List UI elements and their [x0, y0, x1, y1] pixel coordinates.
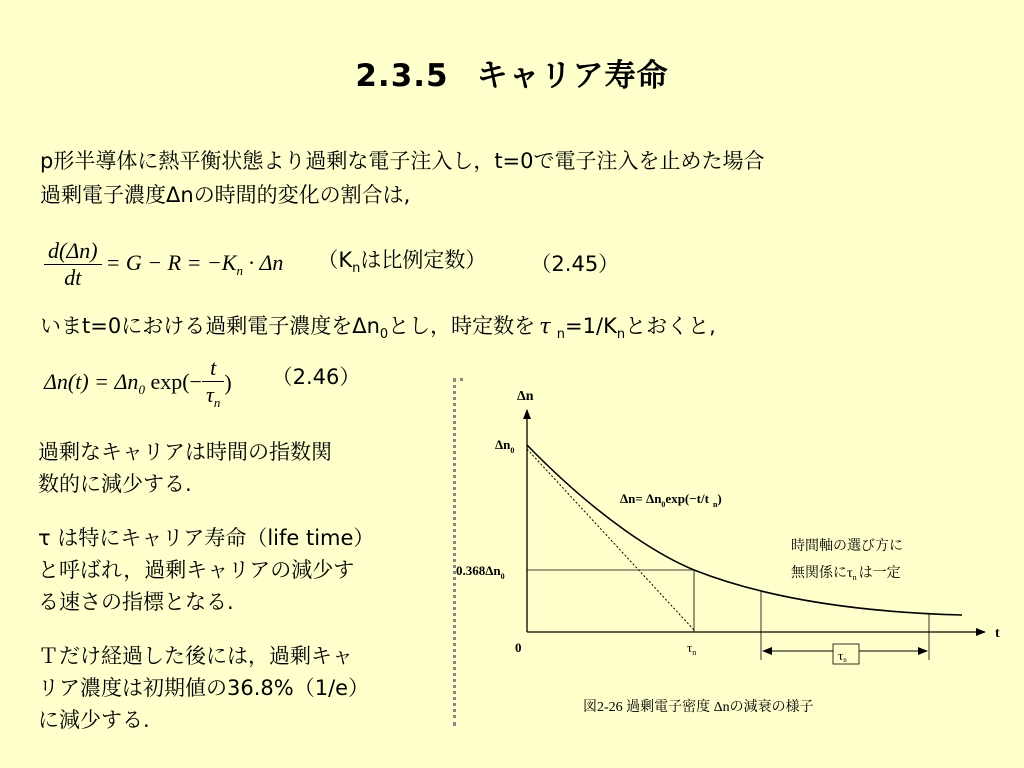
curve-formula: $\Delta n= \Delta n_0\exp(-t/t$ $_n$) — [620, 491, 722, 509]
p1-line-2: 数的に減少する. — [38, 472, 192, 496]
eq246-close: ) — [224, 370, 232, 395]
eq245-denominator: dt — [44, 264, 102, 291]
p2-line-2: と呼ばれ，過剰キャリアの減少す — [38, 558, 355, 582]
intro-delta-n: Δn — [166, 183, 194, 207]
eq245-rhs-a: = G − R = −K — [105, 249, 237, 275]
tangent-line — [527, 449, 694, 630]
p2-line-1: τ は特にキャリア寿命（life time） — [38, 526, 375, 550]
tau-axis-label: $\tau_n$ — [687, 640, 697, 657]
now-sub-n: n — [556, 327, 566, 342]
eq246-denom-sub: n — [213, 395, 221, 410]
interval-tau-label: τn — [838, 648, 847, 664]
eq245-numerator: d(Δn) — [48, 237, 98, 263]
p2-line-3: る速さの指標となる. — [38, 590, 234, 614]
y-axis-label: Δn — [517, 389, 534, 404]
eq245-rhs-sub: n — [236, 262, 243, 278]
p3-line-2: リア濃度は初期値の36.8%（1/e） — [38, 676, 370, 700]
origin-label: 0 — [515, 640, 522, 655]
note-line-1: 時間軸の選び方に — [791, 539, 903, 554]
eq246-number: （2.46） — [271, 365, 361, 389]
now-sub-n2: n — [616, 327, 626, 342]
eq246-lhs-sub: 0 — [138, 381, 145, 397]
now-text-a: いまt=0における過剰電子濃度を — [40, 314, 353, 338]
eq246-lhs-text: Δn(t) = Δn — [44, 368, 139, 394]
now-sub-0: 0 — [379, 327, 389, 342]
y0-label: $\Delta n_0$ — [495, 437, 515, 455]
p1-line-1: 過剰なキャリアは時間の指数関 — [38, 440, 332, 464]
eq246-denom-tau: τ — [205, 382, 214, 407]
eq246-exp: exp(− — [144, 368, 202, 394]
eq245-rhs-b: · Δn — [242, 249, 284, 275]
decay-curve — [527, 445, 962, 615]
p3-line-3: に減少する. — [38, 708, 150, 732]
eq245-number: （2.45） — [530, 252, 620, 276]
now-text-c: =1/K — [565, 314, 617, 338]
now-text-b: とし，時定数を — [388, 314, 536, 338]
now-delta-n: Δn — [352, 314, 380, 338]
eq246-numerator: t — [210, 355, 217, 380]
now-text-d: とおくと, — [625, 314, 716, 338]
y368-label: $0.368\Delta n_0$ — [456, 563, 505, 581]
x-axis-label: t — [995, 626, 1000, 641]
eq245-note-a: （K — [317, 247, 353, 272]
intro-text-2a: 過剰電子濃度 — [40, 183, 166, 207]
eq245-note-b: は比例定数） — [360, 247, 487, 272]
now-tau: τ — [539, 314, 551, 338]
note-line-2: 無関係に$\tau_n$ は一定 — [791, 566, 901, 582]
p3-line-1: Ｔだけ経過した後には，過剰キャ — [38, 644, 353, 668]
section-title: キャリア寿命 — [476, 58, 669, 94]
eq245-note-sub: n — [352, 260, 361, 276]
intro-text-2b: の時間的変化の割合は, — [193, 183, 411, 207]
figure-caption: 図2-26 過剰電子密度 Δnの減衰の様子 — [583, 700, 814, 715]
intro-text-1: p形半導体に熱平衡状態より過剰な電子注入し，t=0で電子注入を止めた場合 — [40, 149, 765, 173]
section-number: 2.3.5 — [355, 58, 449, 94]
